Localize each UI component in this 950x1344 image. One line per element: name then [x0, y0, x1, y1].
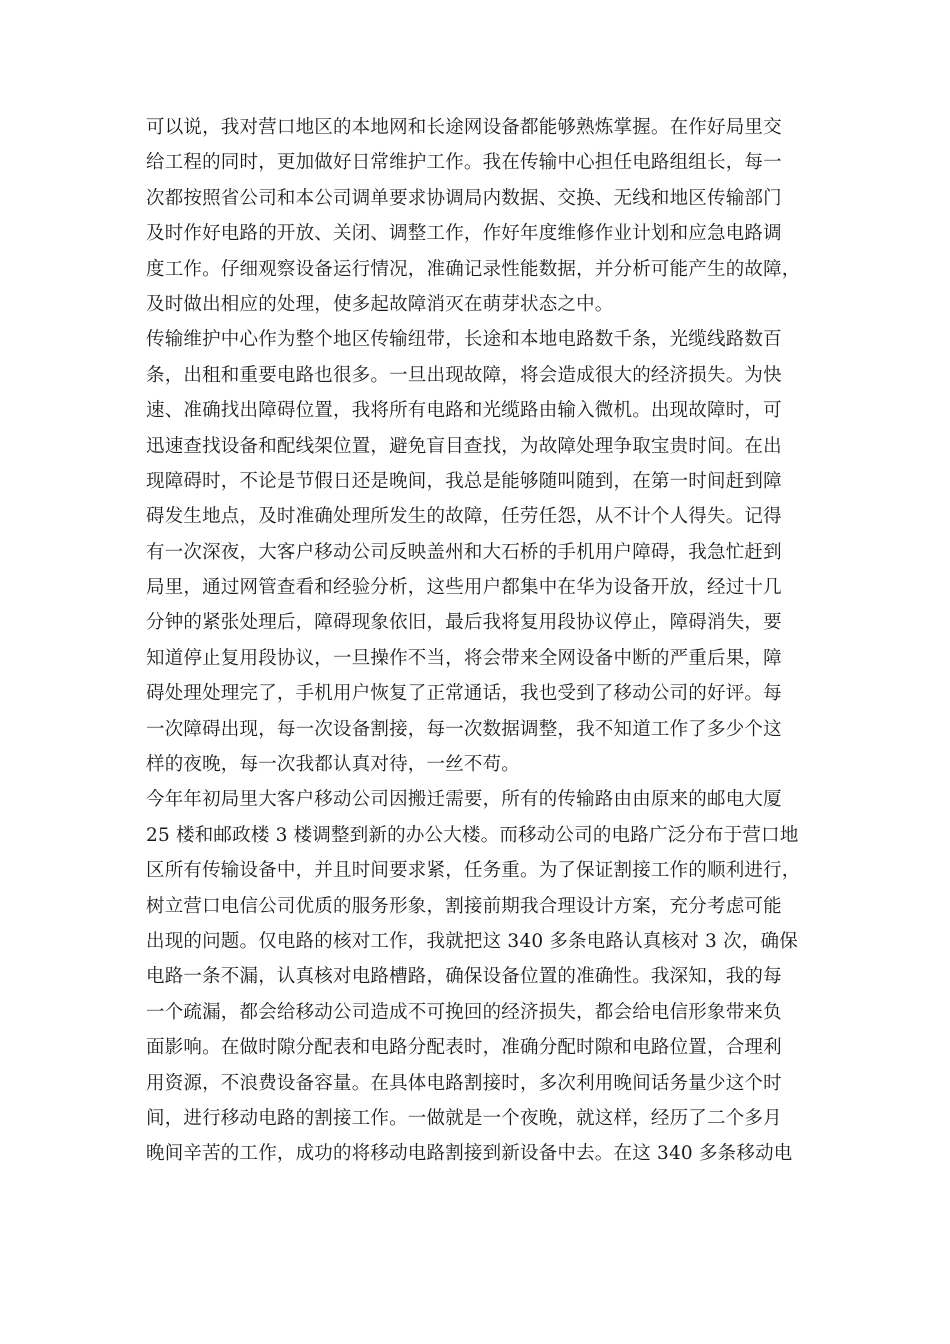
text-line: 局里，通过网管查看和经验分析，这些用户都集中在华为设备开放，经过十几 [146, 577, 782, 599]
text-line: 电路一条不漏，认真核对电路槽路，确保设备位置的准确性。我深知，我的每 [146, 966, 782, 988]
text-line: 现障碍时，不论是节假日还是晚间，我总是能够随叫随到，在第一时间赶到障 [146, 470, 782, 492]
paragraph [146, 322, 806, 782]
text-line: 用资源，不浪费设备容量。在具体电路割接时，多次利用晚间话务量少这个时 [146, 1072, 782, 1094]
text-line: 间，进行移动电路的割接工作。一做就是一个夜晚，就这样，经历了二个多月 [146, 1107, 782, 1129]
text-line: 迅速查找设备和配线架位置，避免盲目查找，为故障处理争取宝贵时间。在出 [146, 435, 782, 457]
text-line: 分钟的紧张处理后，障碍现象依旧，最后我将复用段协议停止，障碍消失，要 [146, 612, 782, 634]
text-line: 区所有传输设备中，并且时间要求紧，任务重。为了保证割接工作的顺利进行， [146, 860, 801, 882]
text-line: 树立营口电信公司优质的服务形象，割接前期我合理设计方案，充分考虑可能 [146, 895, 782, 917]
text-line: 样的夜晚，每一次我都认真对待，一丝不苟。 [146, 754, 521, 776]
paragraph [146, 782, 806, 1171]
text-line: 一个疏漏，都会给移动公司造成不可挽回的经济损失，都会给电信形象带来负 [146, 1001, 782, 1023]
text-line: 及时作好电路的开放、关闭、调整工作，作好年度维修作业计划和应急电路调 [146, 223, 782, 245]
text-line: 出现的问题。仅电路的核对工作，我就把这 340 多条电路认真核对 3 次，确保 [146, 930, 798, 952]
text-line: 传输维护中心作为整个地区传输纽带，长途和本地电路数千条，光缆线路数百 [146, 329, 782, 351]
text-line: 度工作。仔细观察设备运行情况，准确记录性能数据，并分析可能产生的故障， [146, 258, 801, 280]
text-line: 25 楼和邮政楼 3 楼调整到新的办公大楼。而移动公司的电路广泛分布于营口地 [146, 824, 799, 846]
text-line: 次都按照省公司和本公司调单要求协调局内数据、交换、无线和地区传输部门 [146, 187, 782, 209]
text-line: 碍发生地点，及时准确处理所发生的故障，任劳任怨，从不计个人得失。记得 [146, 506, 782, 528]
text-line: 速、准确找出障碍位置，我将所有电路和光缆路由输入微机。出现故障时，可 [146, 400, 782, 422]
text-line: 碍处理处理完了，手机用户恢复了正常通话，我也受到了移动公司的好评。每 [146, 683, 782, 705]
paragraph [146, 110, 806, 322]
text-line: 及时做出相应的处理，使多起故障消灭在萌芽状态之中。 [146, 293, 614, 315]
text-line: 可以说，我对营口地区的本地网和长途网设备都能够熟炼掌握。在作好局里交 [146, 117, 782, 138]
text-line: 条，出租和重要电路也很多。一旦出现故障，将会造成很大的经济损失。为快 [146, 364, 782, 386]
text-line: 知道停止复用段协议，一旦操作不当，将会带来全网设备中断的严重后果，障 [146, 647, 782, 669]
text-line: 给工程的同时，更加做好日常维护工作。我在传输中心担任电路组组长，每一 [146, 152, 782, 174]
text-line: 一次障碍出现，每一次设备割接，每一次数据调整，我不知道工作了多少个这 [146, 718, 782, 740]
text-line: 面影响。在做时隙分配表和电路分配表时，准确分配时隙和电路位置，合理利 [146, 1037, 782, 1059]
text-line: 有一次深夜，大客户移动公司反映盖州和大石桥的手机用户障碍，我急忙赶到 [146, 541, 782, 563]
text-line: 今年年初局里大客户移动公司因搬迁需要，所有的传输路由由原来的邮电大厦 [146, 789, 782, 811]
document-body [146, 110, 806, 1172]
text-line: 晚间辛苦的工作，成功的将移动电路割接到新设备中去。在这 340 多条移动电 [146, 1143, 793, 1165]
